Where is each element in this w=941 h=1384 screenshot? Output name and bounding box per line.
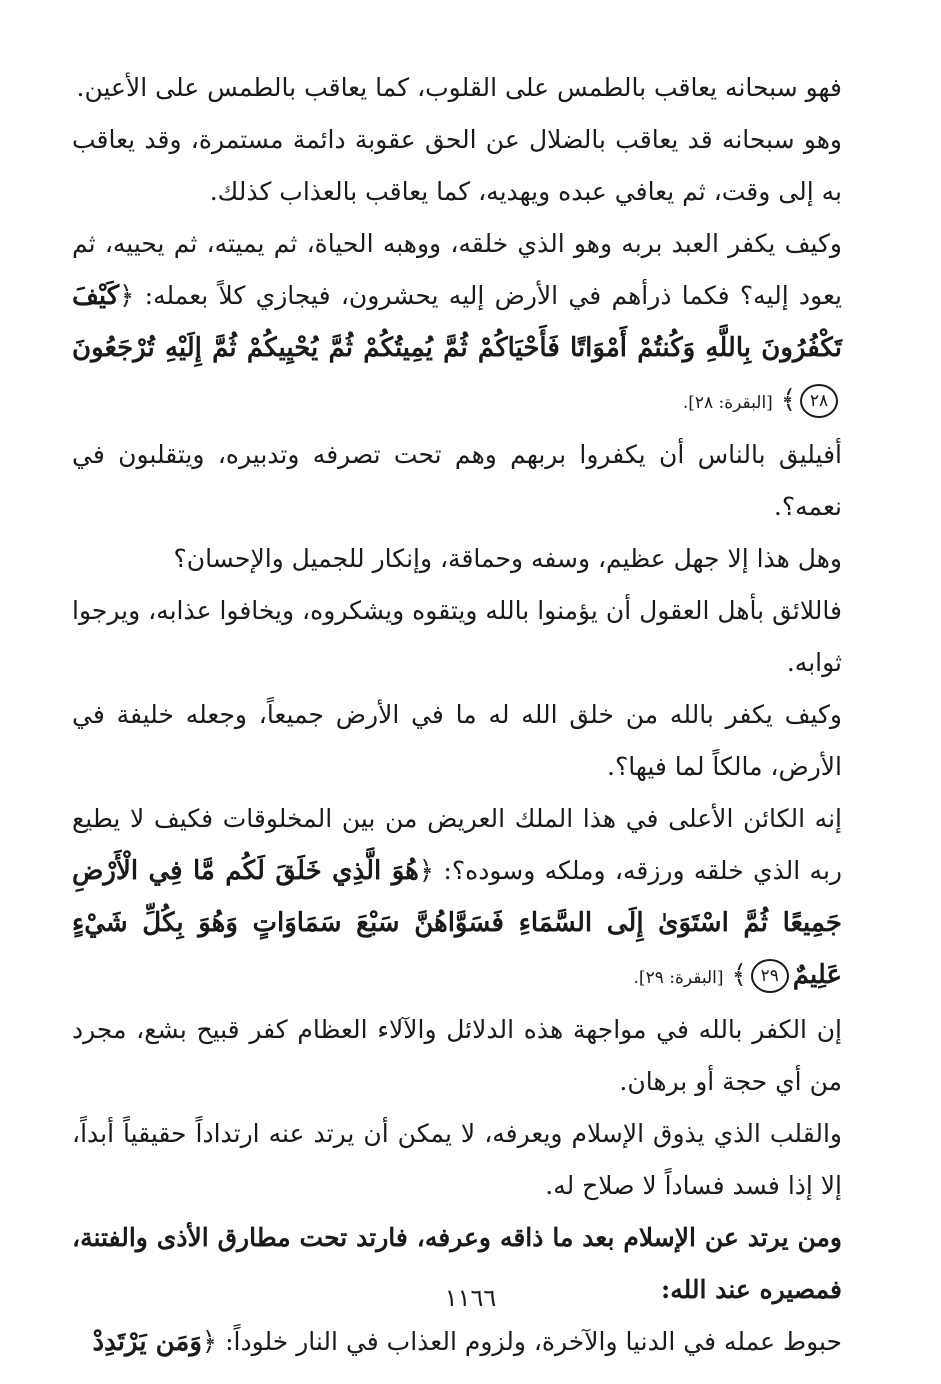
paragraph-text: والقلب الذي يذوق الإسلام ويعرفه، لا يمكن أن يرتد عنه ارتداداً حقيقياً أبداً، إلا إذا فسد فساداً لا صلاح له. [72, 1119, 842, 1200]
quran-verse [93, 1327, 218, 1357]
verse-reference: [البقرة: ٢٨]. [682, 393, 773, 413]
paragraph-text: وهو سبحانه قد يعاقب بالضلال عن الحق عقوبة دائمة مستمرة، وقد يعاقب به إلى وقت، ثم يعافي عبده ويهديه، كما يعاقب بالعذاب كذلك. [72, 125, 842, 206]
verse-text: هُوَ الَّذِي خَلَقَ لَكُم مَّا فِي الْأَرْضِ جَمِيعًا ثُمَّ اسْتَوَىٰ إِلَى السَّمَاءِ فَسَوَّاهُنَّ سَبْعَ سَمَاوَاتٍ وَهُوَ بِكُلِّ شَيْءٍ عَلِيمٌ [72, 856, 842, 990]
verse-open-bracket: ﴿ [119, 281, 135, 311]
paragraph-5 [72, 533, 842, 585]
ayah-number-marker: ٢٨ [800, 384, 838, 418]
paragraph-text: وكيف يكفر العبد بربه وهو الذي خلقه، ووهبه الحياة، ثم يميته، ثم يحييه، ثم يعود إليه؟ فكما ذرأهم في الأرض إليه يحشرون، فيجازي كلاً بعمله: [72, 229, 842, 310]
paragraph-text: حبوط عمله في الدنيا والآخرة، ولزوم العذاب في النار خلوداً: [225, 1327, 842, 1356]
paragraph-text: أفيليق بالناس أن يكفروا بربهم وهم تحت تصرفه وتدبيره، ويتقلبون في نعمه؟. [72, 440, 842, 521]
page-body [72, 62, 842, 1368]
paragraph-6 [72, 585, 842, 689]
paragraph-text: فاللائق بأهل العقول أن يؤمنوا بالله ويتقوه ويشكروه، ويخافوا عذابه، ويرجوا ثوابه. [72, 596, 842, 677]
paragraph-text: إن الكفر بالله في مواجهة هذه الدلائل والآلاء العظام كفر قبيح بشع، مجرد من أي حجة أو برهان. [72, 1015, 842, 1096]
paragraph-10 [72, 1108, 842, 1212]
paragraph-text: فهو سبحانه يعاقب بالطمس على القلوب، كما يعاقب بالطمس على الأعين. [76, 73, 842, 102]
paragraph-text: وهل هذا إلا جهل عظيم، وسفه وحماقة، وإنكار للجميل والإحسان؟ [173, 544, 842, 573]
paragraph-4 [72, 429, 842, 533]
verse-open-bracket: ﴿ [201, 1327, 218, 1357]
paragraph-8 [72, 793, 842, 1004]
verse-close-bracket: ﴾ [731, 960, 747, 990]
verse-open-bracket: ﴿ [418, 856, 435, 886]
verse-text: كَيْفَ تَكْفُرُونَ بِاللَّهِ وَكُنتُمْ أَمْوَاتًا فَأَحْيَاكُمْ ثُمَّ يُمِيتُكُمْ ثُمَّ يُحْيِيكُمْ ثُمَّ إِلَيْهِ تُرْجَعُونَ [72, 281, 842, 363]
paragraph-text: وكيف يكفر بالله من خلق الله له ما في الأرض جميعاً، وجعله خليفة في الأرض، مالكاً لما فيها؟. [72, 700, 843, 781]
paragraph-12 [72, 1316, 842, 1368]
ayah-number-marker: ٢٩ [751, 959, 789, 993]
paragraph-text: ومن يرتد عن الإسلام بعد ما ذاقه وعرفه، فارتد تحت مطارق الأذى والفتنة، فمصيره عند الله: [72, 1223, 842, 1304]
page-number: ١١٦٦ [444, 1284, 497, 1312]
paragraph-3 [72, 218, 842, 429]
paragraph-1 [72, 62, 842, 114]
verse-reference: [البقرة: ٢٩]. [633, 968, 724, 988]
paragraph-9 [72, 1004, 842, 1108]
paragraph-7 [72, 689, 842, 793]
paragraph-2 [72, 114, 842, 218]
verse-text: وَمَن يَرْتَدِدْ [92, 1327, 202, 1357]
verse-close-bracket: ﴾ [780, 385, 796, 415]
paragraph-text: إنه الكائن الأعلى في هذا الملك العريض من بين المخلوقات فكيف لا يطيع ربه الذي خلقه ورزقه، وملكه وسوده؟: [72, 804, 842, 885]
